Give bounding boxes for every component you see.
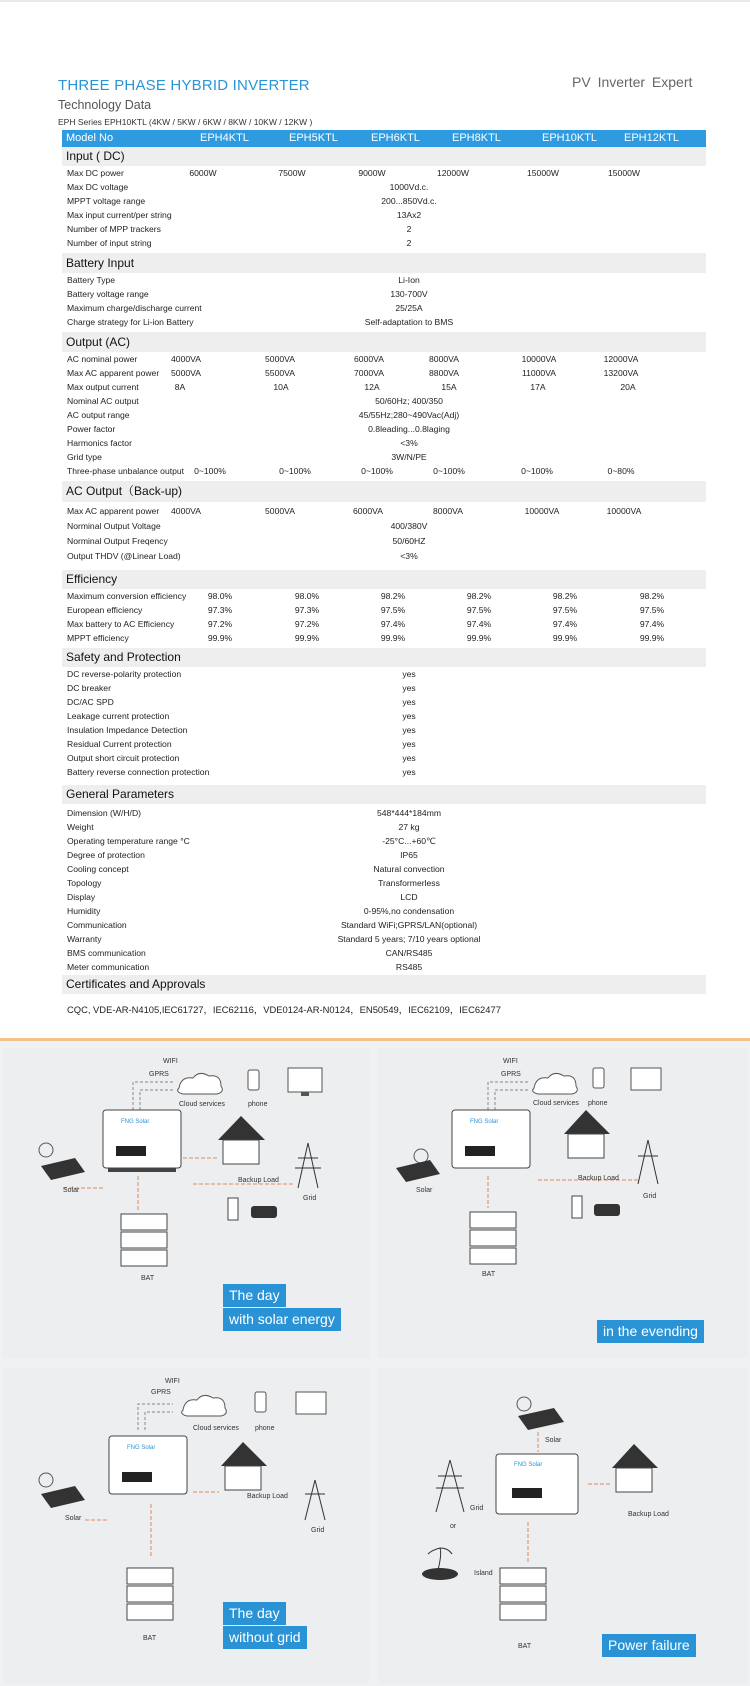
row-label: Power factor [67,424,116,434]
row-label: Display [67,892,96,902]
cell: 97.5% [466,605,492,615]
backup-load-label: Backup Load [578,1175,619,1182]
cell: 97.4% [380,619,406,629]
pylon-icon [295,1143,321,1188]
cell: 8A [174,382,186,392]
cell: 8800VA [429,368,459,378]
scenario-day-no-grid [3,1368,369,1684]
monitor-icon [296,1392,326,1414]
spec-row [62,960,706,975]
row-label: Max DC power [67,168,124,178]
spec-row [62,631,706,646]
spec-row [62,180,706,194]
row-label: DC/AC SPD [67,697,114,707]
spec-row [62,464,706,479]
cell: 10A [273,382,289,392]
row-label: MPPT voltage range [67,196,146,206]
cell: 10000VA [606,506,642,516]
wifi-label: WIFI [165,1378,180,1385]
section-separator [0,1038,750,1041]
cell: 99.9% [552,633,578,643]
cloud-label: Cloud services [193,1425,239,1432]
cell: 99.9% [466,633,492,643]
cell: 98.2% [639,591,665,601]
scenario-title-line1: The day [223,1284,286,1307]
scenario-title-line1: The day [223,1602,286,1625]
cell: 8000VA [429,354,459,364]
phone-icon [593,1068,604,1088]
or-label: or [450,1523,457,1530]
pylon-icon [638,1140,658,1184]
spec-row [62,918,706,932]
model-col: EPH4KTL [200,132,249,144]
model-col: EPH6KTL [371,132,420,144]
row-label: Nominal AC output [67,396,139,406]
phone-label: phone [248,1101,268,1108]
cell: 20A [620,382,636,392]
section-ac-backup: AC Output（Back-up) [62,481,706,502]
row-value: 3W/N/PE [391,452,427,462]
spec-table [62,130,706,1016]
spec-row [62,709,706,723]
cell: 7500W [278,168,306,178]
spec-row [62,222,706,236]
row-label: Insulation Impedance Detection [67,725,188,735]
cell: 6000VA [354,354,384,364]
row-value: yes [402,739,416,749]
spec-row [62,737,706,751]
spec-row [62,820,706,834]
cell: 13200VA [603,368,639,378]
cell: 97.4% [552,619,578,629]
row-label: Number of MPP trackers [67,224,161,234]
spec-row [62,194,706,208]
scenario-title-line2: without grid [223,1626,307,1649]
row-label: Warranty [67,934,102,944]
scenario-title: in the evending [597,1320,704,1343]
cell: 0~100% [521,466,553,476]
row-label: Dimension (W/H/D) [67,808,142,818]
wifi-label: WIFI [503,1058,518,1065]
spec-row [62,765,706,782]
row-label: BMS communication [67,948,146,958]
cell: 0~100% [433,466,465,476]
spec-row [62,301,706,315]
cell: 5000VA [265,354,295,364]
row-value: Natural convection [373,864,445,874]
spec-row [62,450,706,464]
section-efficiency: Efficiency [62,570,706,589]
spec-row [62,751,706,765]
cell: 12000VA [603,354,639,364]
cell: 15A [441,382,457,392]
cloud-label: Cloud services [533,1100,579,1107]
phone-icon [255,1392,266,1412]
row-value: 13Ax2 [396,210,422,220]
scenario-title: Power failure [602,1634,696,1657]
cloud-label: Cloud services [179,1101,225,1108]
battery-stack-icon [470,1212,516,1264]
cell: 11000VA [521,368,557,378]
model-col: EPH12KTL [624,132,680,144]
ev-charger-icon [572,1196,620,1218]
cell: 97.5% [380,605,406,615]
row-value: <3% [400,551,418,561]
house-icon [564,1110,610,1158]
cell: 15000W [526,168,559,178]
gprs-label: GPRS [501,1071,521,1078]
spec-row [62,534,706,549]
cell: 0~100% [279,466,311,476]
cell: 4000VA [171,354,201,364]
row-value: 50/60HZ [392,536,426,546]
scenario-title-line2: with solar energy [223,1308,341,1331]
cell: 98.2% [380,591,406,601]
grid-label: Grid [470,1505,484,1512]
phone-label: phone [255,1425,275,1432]
cloud-icon [178,1073,223,1094]
cell: 12000W [436,168,469,178]
solar-label: Solar [65,1515,82,1522]
spec-row [62,667,706,681]
cell: 5000VA [265,506,295,516]
cell: 0~100% [194,466,226,476]
section-output-ac: Output (AC) [62,332,706,352]
spec-row [62,695,706,709]
spec-row [62,932,706,946]
brand-tagline: PV Inverter Expert [572,74,693,90]
row-label: Degree of protection [67,850,145,860]
row-label: Meter communication [67,962,150,972]
row-label: Battery voltage range [67,289,149,299]
solar-panel-icon [517,1397,564,1430]
model-col: EPH5KTL [289,132,338,144]
island-icon [422,1548,458,1580]
row-label: Humidity [67,906,101,916]
cell: 4000VA [171,506,201,516]
spec-row [62,394,706,408]
ev-charger-icon [228,1198,277,1220]
backup-load-label: Backup Load [628,1511,669,1518]
certificates-list: CQC, VDE-AR-N4105,IEC61727，IEC62116，VDE0124-AR-N0124，EN50549，IEC62109，IEC62477 [67,1004,501,1015]
row-label: Grid type [67,452,102,462]
row-label: Battery Type [67,275,116,285]
gprs-label: GPRS [149,1071,169,1078]
spec-row [62,287,706,301]
section-safety: Safety and Protection [62,648,706,667]
cell: 99.9% [207,633,233,643]
row-label: DC breaker [67,683,111,693]
house-icon [221,1442,267,1490]
spec-row [62,422,706,436]
cell: 10000VA [521,354,557,364]
model-label: Model No [66,132,114,144]
gprs-label: GPRS [151,1389,171,1396]
diagram-evening [378,1048,748,1358]
row-label: Harmonics factor [67,438,132,448]
product-title: THREE PHASE HYBRID INVERTER [58,77,310,94]
cell: 5000VA [171,368,201,378]
cell: 7000VA [354,368,384,378]
cloud-icon [533,1073,578,1094]
scenario-power-failure [378,1368,748,1684]
spec-row [62,617,706,631]
cell: 98.0% [294,591,320,601]
row-label: Max DC voltage [67,182,129,192]
row-label: Max AC apparent power [67,368,160,378]
row-label: European efficiency [67,605,143,615]
row-value: Standard 5 years; 7/10 years optional [337,934,481,944]
model-header-row [62,130,706,147]
spec-row [62,946,706,960]
row-label: AC output range [67,410,130,420]
row-value: 0-95%,no condensation [363,906,455,916]
section-general: General Parameters [62,785,706,804]
battery-stack-icon [500,1568,546,1620]
inverter-brand: FNG Solar [127,1445,156,1451]
wifi-label: WIFI [163,1058,178,1065]
diagram-day-no-grid [3,1368,369,1684]
row-value: yes [402,767,416,777]
cell: 97.4% [466,619,492,629]
spec-row [62,876,706,890]
section-input-dc: Input ( DC) [62,147,706,166]
pylon-icon [436,1460,464,1512]
backup-load-label: Backup Load [247,1493,288,1500]
cell: 97.3% [207,605,233,615]
grid-label: Grid [643,1193,657,1200]
cell: 97.5% [552,605,578,615]
row-label: Output THDV (@Linear Load) [67,551,181,561]
row-value: Self-adaptation to BMS [364,317,454,327]
cell: 98.0% [207,591,233,601]
row-label: Weight [67,822,94,832]
cell: 99.9% [294,633,320,643]
row-label: Max battery to AC Efficiency [67,619,175,629]
battery-stack-icon [121,1214,167,1266]
row-value: 2 [406,238,412,248]
moon-icon [396,1149,440,1182]
row-label: Maximum conversion efficiency [67,591,187,601]
bat-label: BAT [518,1643,532,1650]
phone-label: phone [588,1100,608,1107]
inverter-brand: FNG Solar [121,1119,150,1125]
spec-row [62,519,706,534]
spec-row [62,236,706,251]
cell: 0~100% [361,466,393,476]
row-value: Standard WiFi;GPRS/LAN(optional) [340,920,478,930]
cell: 97.2% [294,619,320,629]
solar-panel-icon [39,1473,85,1508]
spec-row [62,862,706,876]
cell: 98.2% [552,591,578,601]
cell: 9000W [358,168,386,178]
cell: 99.9% [639,633,665,643]
cell: 97.4% [639,619,665,629]
cell: 6000VA [353,506,383,516]
pylon-icon [305,1480,325,1520]
row-value: 27 kg [398,822,420,832]
spec-row [62,208,706,222]
spec-row [62,352,706,366]
cell: 99.9% [380,633,406,643]
row-label: AC nominal power [67,354,138,364]
row-value: Li-Ion [398,275,420,285]
row-value: LCD [400,892,418,902]
battery-stack-icon [127,1568,173,1620]
cell: 8000VA [433,506,463,516]
row-label: MPPT efficiency [67,633,129,643]
spec-row [62,436,706,450]
row-label: Battery reverse connection protection [67,767,210,777]
row-value: 548*444*184mm [376,808,442,818]
inverter-brand: FNG Solar [514,1462,543,1468]
row-label: Number of input string [67,238,152,248]
row-value: yes [402,725,416,735]
cell: 15000W [607,168,640,178]
spec-row [62,806,706,820]
row-value: yes [402,711,416,721]
monitor-icon [288,1068,322,1096]
row-value: yes [402,669,416,679]
row-value: yes [402,753,416,763]
row-label: Charge strategy for Li-ion Battery [67,317,194,327]
spec-row [62,848,706,862]
row-label: Operating temperature range °C [67,836,190,846]
spec-row [62,504,706,519]
spec-row [62,589,706,603]
spec-row [62,890,706,904]
cell: 97.5% [639,605,665,615]
top-divider [0,0,750,2]
solar-label: Solar [545,1437,562,1444]
grid-label: Grid [303,1195,317,1202]
row-label: Three-phase unbalance output [67,466,185,476]
scenario-day-solar [3,1048,369,1358]
cell: 98.2% [466,591,492,601]
bat-label: BAT [482,1271,496,1278]
series-line: EPH Series EPH10KTL (4KW / 5KW / 6KW / 8KW / 10KW / 12KW ) [58,117,313,127]
cell: 0~80% [607,466,635,476]
row-value: -25°C...+60℃ [382,836,436,846]
row-label: Max input current/per string [67,210,172,220]
section-certificates: Certificates and Approvals [62,975,706,994]
row-value: 130-700V [390,289,428,299]
monitor-icon [631,1068,661,1090]
cloud-icon [182,1395,227,1416]
row-label: Cooling concept [67,864,129,874]
row-value: 45/55Hz;280~490Vac(Adj) [358,410,460,420]
cell: 97.3% [294,605,320,615]
row-label: Leakage current protection [67,711,170,721]
row-label: Communication [67,920,127,930]
row-value: yes [402,683,416,693]
spec-row [62,408,706,422]
spec-row [62,904,706,918]
cell: 17A [530,382,546,392]
scenario-evening [378,1048,748,1358]
grid-label: Grid [311,1527,325,1534]
spec-row [62,834,706,848]
bat-label: BAT [141,1275,155,1282]
spec-row [62,366,706,380]
phone-icon [248,1070,259,1090]
technology-data-subtitle: Technology Data [58,98,152,112]
backup-load-label: Backup Load [238,1177,279,1184]
cell: 6000W [189,168,217,178]
row-value: 200...850Vd.c. [381,196,437,206]
house-icon [612,1444,658,1492]
row-value: 2 [406,224,412,234]
model-col: EPH10KTL [542,132,598,144]
spec-row [62,166,706,180]
row-label: Max output current [67,382,139,392]
row-value: 25/25A [395,303,423,313]
row-value: yes [402,697,416,707]
row-value: 0.8leading...0.8laging [368,424,450,434]
island-label: Island [474,1570,493,1577]
row-label: Maximum charge/discharge current [67,303,202,313]
row-value: Transformerless [378,878,440,888]
row-label: Norminal Output Voltage [67,521,161,531]
spec-row [62,549,706,565]
spec-row [62,273,706,287]
row-label: Topology [67,878,102,888]
solar-panel-icon [39,1143,85,1180]
cell: 97.2% [207,619,233,629]
row-value: RS485 [395,962,423,972]
spec-row [62,603,706,617]
bat-label: BAT [143,1635,157,1642]
row-value: <3% [400,438,418,448]
cell: 12A [364,382,380,392]
row-value: IP65 [400,850,418,860]
row-label: DC reverse-polarity protection [67,669,182,679]
row-label: Norminal Output Freqency [67,536,168,546]
model-col: EPH8KTL [452,132,501,144]
row-value: 400/380V [390,521,428,531]
cell: 10000VA [524,506,560,516]
cell: 5500VA [265,368,295,378]
spec-row [62,315,706,330]
section-battery-input: Battery Input [62,253,706,273]
spec-row [62,681,706,695]
spec-row [62,723,706,737]
row-label: Residual Current protection [67,739,172,749]
row-value: CAN/RS485 [385,948,433,958]
house-icon [218,1116,265,1164]
row-label: Output short circuit protection [67,753,180,763]
row-value: 50/60Hz; 400/350 [375,396,443,406]
solar-label: Solar [416,1187,433,1194]
row-value: 1000Vd.c. [389,182,429,192]
spec-row [62,380,706,394]
row-label: Max AC apparent power [67,506,160,516]
inverter-brand: FNG Solar [470,1119,499,1125]
solar-label: Solar [63,1187,80,1194]
